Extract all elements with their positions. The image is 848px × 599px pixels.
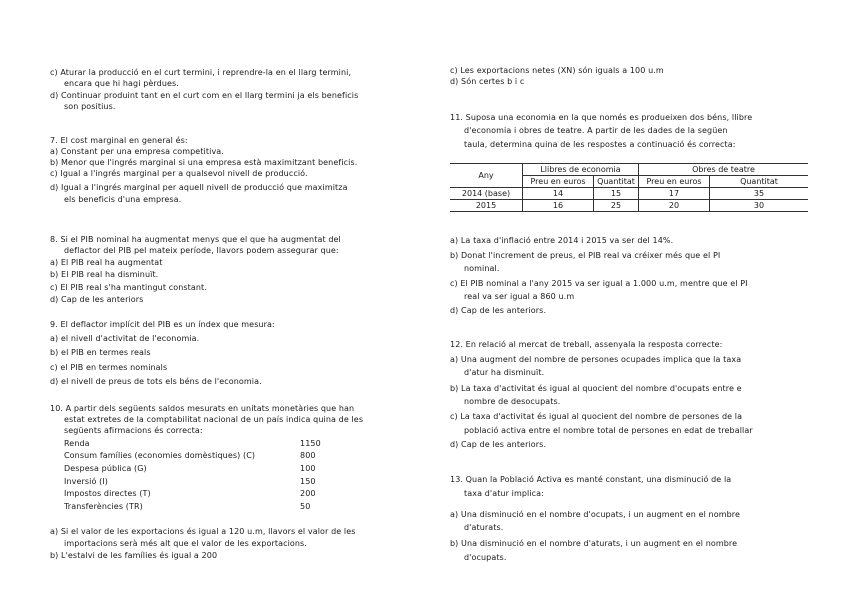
q11-stem: 11. Suposa una economia en la que només es produeixen dos béns, llibre <box>450 113 753 122</box>
q11-stem-cont2: taula, determina quina de les respostes a continuació és correcta: <box>464 140 736 149</box>
table-row <box>450 188 808 200</box>
q8-option-b: b) El PIB real ha disminuït. <box>50 270 159 279</box>
q6-option-c: c) Aturar la producció en el curt termini, i reprendre-la en el llarg termini, <box>50 68 352 77</box>
q6-option-d: d) Continuar produint tant en el curt com en el llarg termini ja els beneficis <box>50 91 359 100</box>
table-cell: 35 <box>710 188 809 200</box>
table-header-books: Llibres de economia <box>523 164 639 176</box>
q11-option-b-cont: nominal. <box>464 264 500 273</box>
q12-option-d: d) Cap de les anteriors. <box>450 440 547 449</box>
q9-stem: 9. El deflactor implícit del PIB es un índex que mesura: <box>50 320 275 329</box>
q10-stem-cont2: següents afirmacions és correcta: <box>64 426 203 435</box>
table-subheader-price: Preu en euros <box>523 176 594 188</box>
table-cell-year: 2015 <box>450 200 523 212</box>
q10-row-value: 50 <box>300 502 311 511</box>
q10-row-value: 100 <box>300 464 316 473</box>
q10-row-label: Despesa pública (G) <box>64 464 147 473</box>
q12-option-c-cont: població activa entre el nombre total de persones en edat de treballar <box>464 426 753 435</box>
q10-row-label: Inversió (I) <box>64 477 109 486</box>
q10-option-b: b) L'estalvi de les famílies és igual a 200 <box>50 551 218 560</box>
table-row <box>450 200 808 212</box>
q13-stem-cont: taxa d'atur implica: <box>464 489 544 498</box>
q10-option-d: d) Són certes b i c <box>450 77 525 86</box>
table-cell: 25 <box>594 200 639 212</box>
table-cell: 15 <box>594 188 639 200</box>
table-cell: 20 <box>639 200 710 212</box>
q11-option-a: a) La taxa d'inflació entre 2014 i 2015 va ser del 14%. <box>450 236 674 245</box>
q8-option-d: d) Cap de les anteriors <box>50 295 144 304</box>
q9-option-d: d) el nivell de preus de tots els béns de l'economia. <box>50 377 262 386</box>
q13-option-b: b) Una disminució en el nombre d'aturats, i un augment en el nombre <box>450 539 738 548</box>
q10-option-c: c) Les exportacions netes (XN) són iguals a 100 u.m <box>450 66 664 75</box>
q10-row-label: Transferències (TR) <box>64 502 143 511</box>
q10-row-value: 1150 <box>300 439 321 448</box>
q7-option-a: a) Constant per una empresa competitiva. <box>50 147 224 156</box>
q7-option-d: d) Igual a l'ingrés marginal per aquell nivell de producció que maximitza <box>50 183 348 192</box>
table-subheader-qty: Quantitat <box>594 176 639 188</box>
q6-option-c-cont: encara que hi hagi pèrdues. <box>64 79 179 88</box>
q7-stem: 7. El cost marginal en general és: <box>50 136 188 145</box>
q8-stem-cont: deflactor del PIB pel mateix període, llavors podem assegurar que: <box>64 246 339 255</box>
q12-option-a-cont: d'atur ha disminuït. <box>464 368 545 377</box>
table-cell: 16 <box>523 200 594 212</box>
table-header-any: Any <box>450 164 523 188</box>
q12-option-c: c) La taxa d'activitat és igual al quocient del nombre de persones de la <box>450 412 743 421</box>
q11-stem-cont1: d'economia i obres de teatre. A partir de les dades de la següen <box>464 126 728 135</box>
q7-option-b: b) Menor que l'ingrés marginal si una empresa està maximitzant beneficis. <box>50 158 358 167</box>
q10-option-a: a) Si el valor de les exportacions és igual a 120 u.m, llavors el valor de les <box>50 527 356 536</box>
q12-option-b: b) La taxa d'activitat és igual al quocient del nombre d'ocupats entre e <box>450 384 742 393</box>
table-subheader-price: Preu en euros <box>639 176 710 188</box>
q12-stem: 12. En relació al mercat de treball, assenyala la resposta correcte: <box>450 340 723 349</box>
q9-option-a: a) el nivell d'activitat de l'economia. <box>50 334 200 343</box>
q7-option-c: c) Igual a l'ingrés marginal per a qualsevol nivell de producció. <box>50 169 308 178</box>
q7-option-d-cont: els beneficis d'una empresa. <box>64 195 182 204</box>
table-cell: 30 <box>710 200 809 212</box>
q8-option-a: a) El PIB real ha augmentat <box>50 258 163 267</box>
q11-data-table <box>450 163 808 212</box>
q13-option-b-cont: d'ocupats. <box>464 553 507 562</box>
table-header-theatre: Obres de teatre <box>639 164 809 176</box>
q12-option-a: a) Una augment del nombre de persones ocupades implica que la taxa <box>450 355 742 364</box>
q10-row-value: 200 <box>300 489 316 498</box>
q8-option-c: c) El PIB real s'ha mantingut constant. <box>50 283 207 292</box>
q9-option-b: b) el PIB en termes reals <box>50 348 151 357</box>
q13-option-a: a) Una disminució en el nombre d'ocupats, i un augment en el nombre <box>450 510 741 519</box>
q8-stem: 8. Si el PIB nominal ha augmentat menys que el que ha augmentat del <box>50 235 341 244</box>
q6-option-d-cont: son positius. <box>64 102 116 111</box>
q10-row-label: Impostos directes (T) <box>64 489 151 498</box>
q10-row-value: 800 <box>300 451 316 460</box>
q13-stem: 13. Quan la Població Activa es manté constant, una disminució de la <box>450 475 732 484</box>
q10-stem-cont1: estat extretes de la comptabilitat nacional de un país indica quina de les <box>64 415 364 424</box>
q9-option-c: c) el PIB en termes nominals <box>50 363 168 372</box>
q13-option-a-cont: d'aturats. <box>464 523 504 532</box>
q11-option-c: c) El PIB nominal a l'any 2015 va ser igual a 1.000 u.m, mentre que el PI <box>450 279 748 288</box>
q10-row-label: Renda <box>64 439 90 448</box>
q11-option-c-cont: real va ser igual a 860 u.m <box>464 292 575 301</box>
q11-option-d: d) Cap de les anteriors. <box>450 306 547 315</box>
q10-row-label: Consum famílies (economies domèstiques) (C) <box>64 451 256 460</box>
table-subheader-qty: Quantitat <box>710 176 809 188</box>
q10-option-a-cont: importacions serà més alt que el valor de les exportacions. <box>64 539 307 548</box>
table-cell: 17 <box>639 188 710 200</box>
q11-option-b: b) Donat l'increment de preus, el PIB real va créixer més que el PI <box>450 251 721 260</box>
q12-option-b-cont: nombre de desocupats. <box>464 397 561 406</box>
table-cell: 14 <box>523 188 594 200</box>
q10-row-value: 150 <box>300 477 316 486</box>
q10-stem: 10. A partir dels següents saldos mesurats en unitats monetàries que han <box>50 404 355 413</box>
table-cell-year: 2014 (base) <box>450 188 523 200</box>
